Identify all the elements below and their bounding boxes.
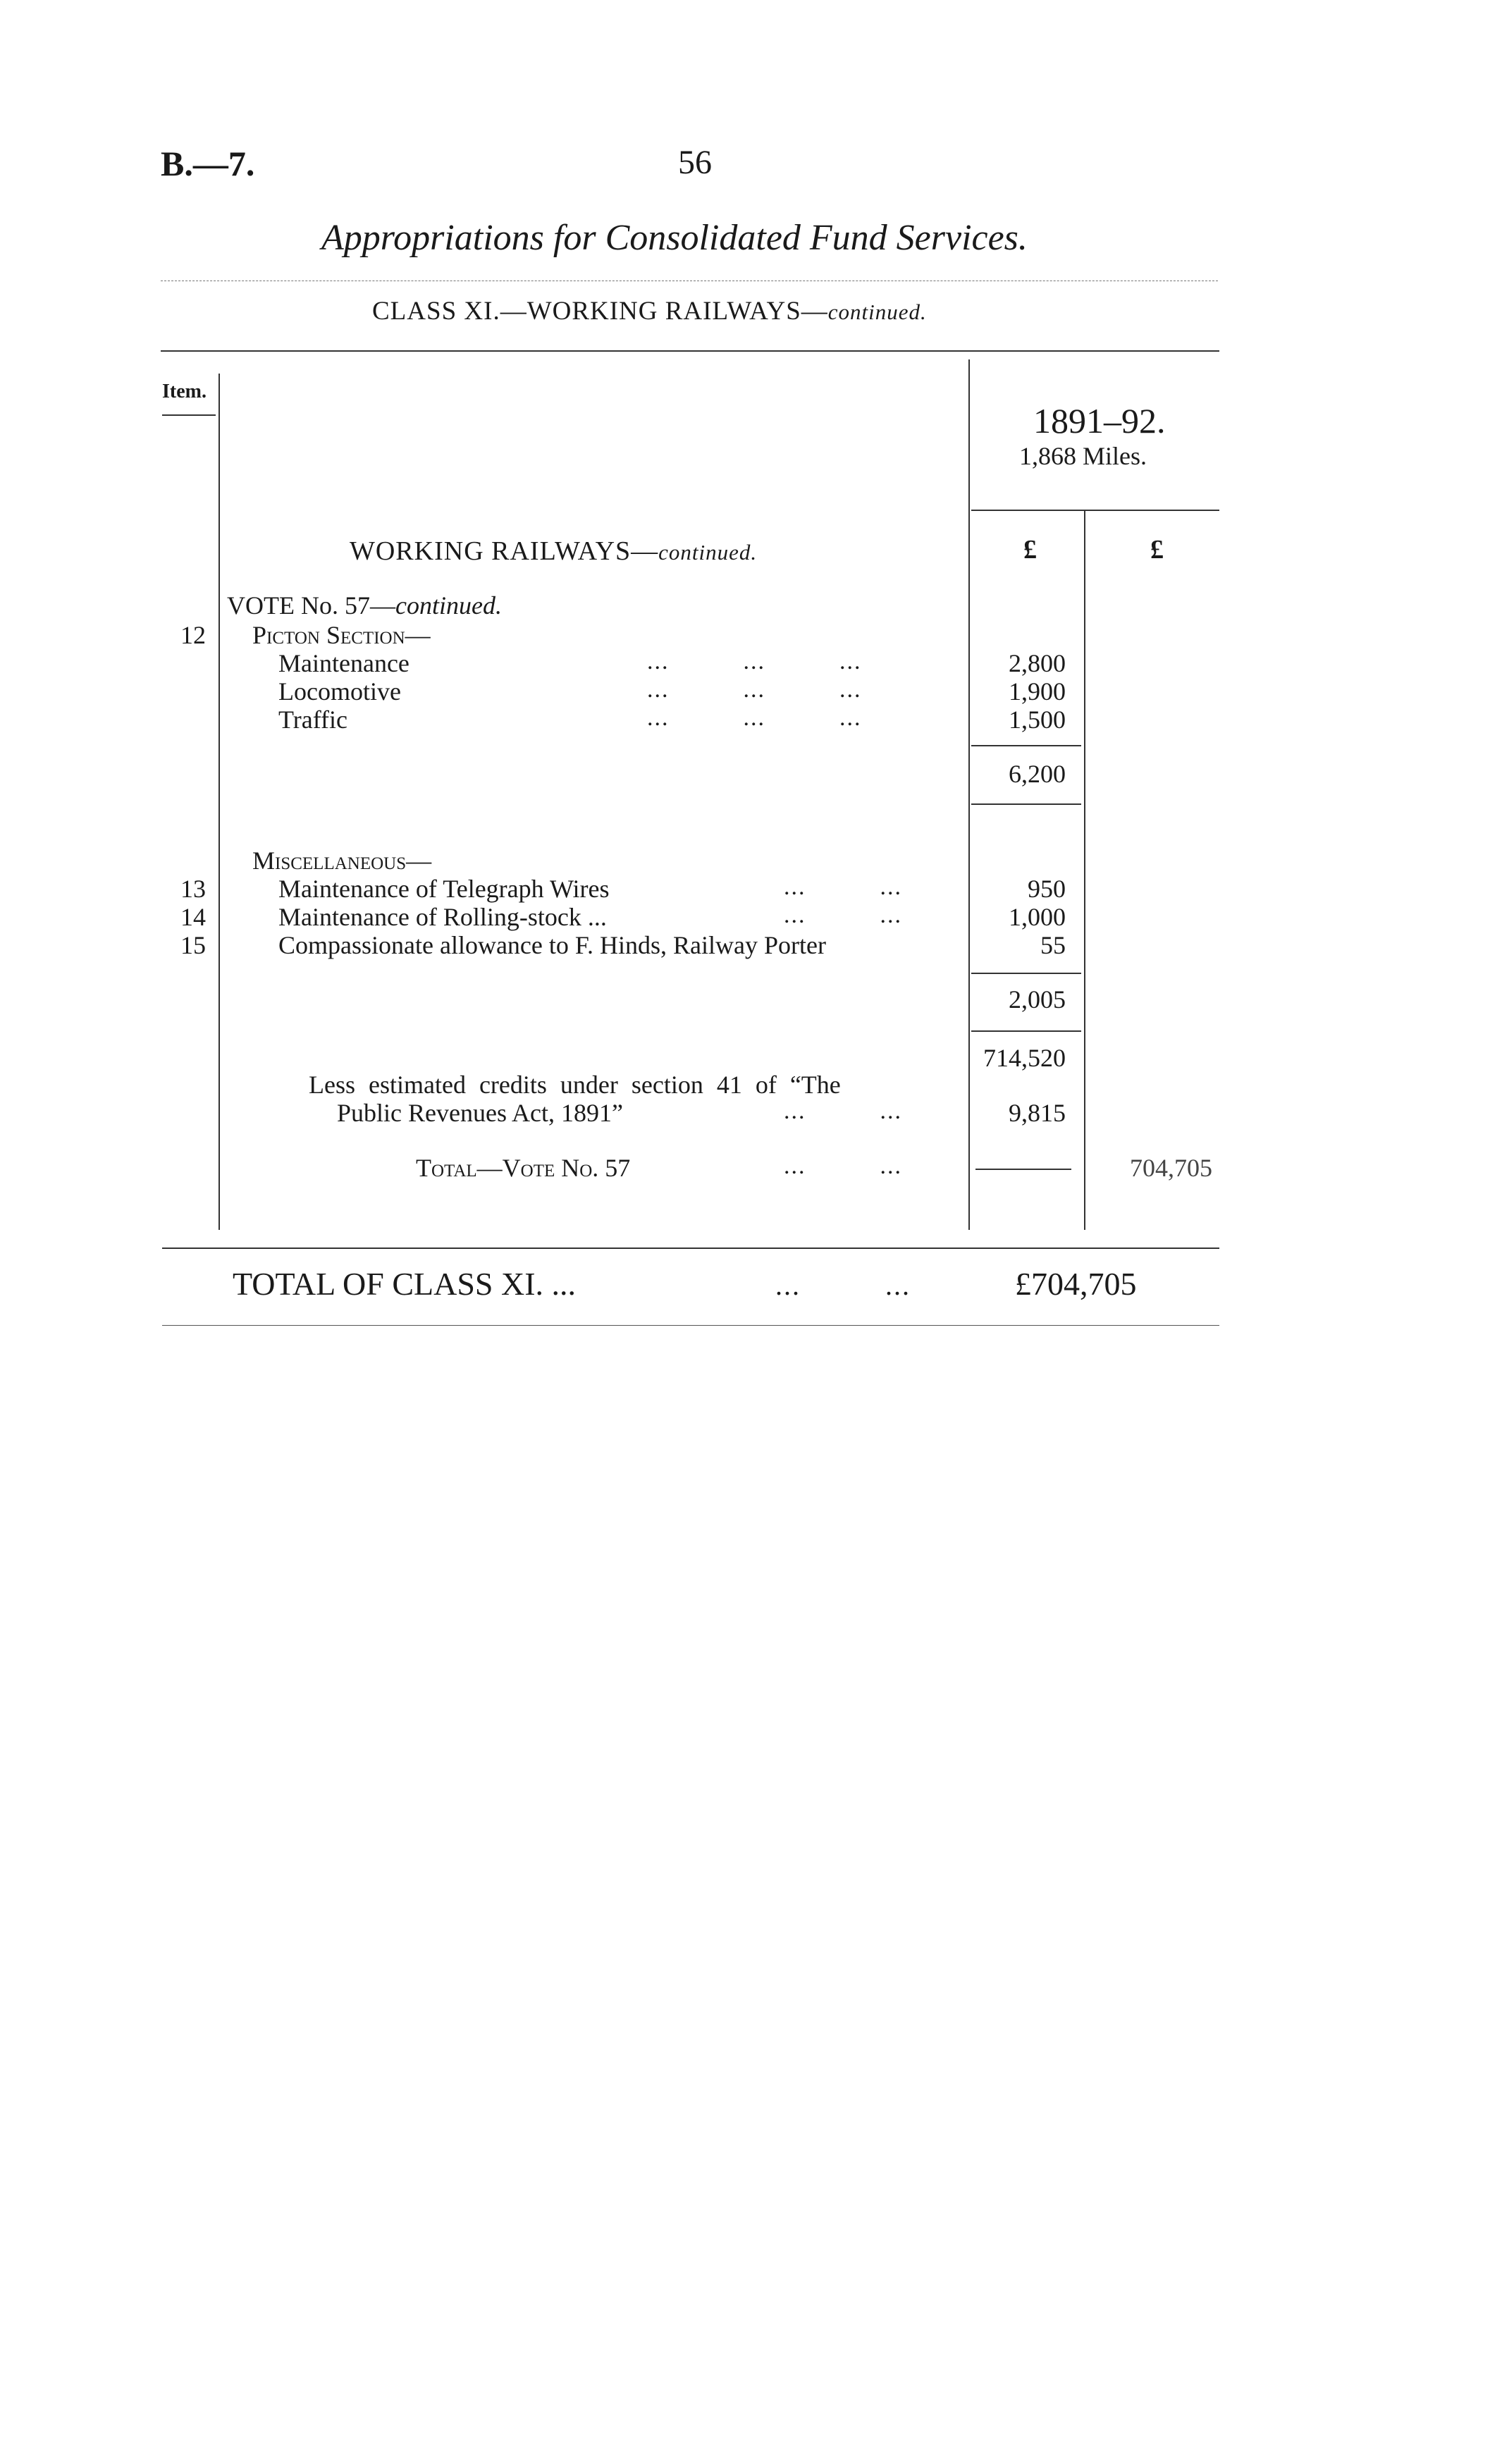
row-label: Maintenance [278,649,410,677]
class-total-label: TOTAL OF CLASS XI. ... [233,1266,577,1302]
document-reference: B.—7. [161,144,255,183]
leader-dots: ... ... [784,1098,902,1124]
item-header-rule [162,414,216,416]
subtotal-rule [971,973,1081,974]
credits-value: 9,815 [1009,1099,1066,1127]
total-vote-value: 704,705 [1130,1154,1212,1182]
row-value: 2,800 [1009,649,1066,677]
row-label: Locomotive [278,677,401,706]
misc-heading: Miscellaneous— [252,846,432,875]
row-value: 1,500 [1009,706,1066,734]
section-heading: WORKING RAILWAYS—continued. [350,536,758,566]
subtotal-rule [971,745,1081,746]
item-number: 12 [180,621,206,649]
leader-dots: ... ... ... [647,648,862,674]
currency-left: £ [1023,535,1037,565]
gross-total: 714,520 [983,1044,1066,1072]
row-value: 950 [1028,875,1066,903]
credits-line-2: Public Revenues Act, 1891” [337,1099,623,1127]
leader-dots: ... ... ... [647,705,862,731]
total-dash [975,1169,1071,1170]
currency-right: £ [1150,535,1164,565]
item-number: 14 [180,903,206,931]
row-label: Maintenance of Telegraph Wires [278,875,610,903]
subtotal-rule [971,803,1081,805]
row-value: 1,000 [1009,903,1066,931]
misc-subtotal: 2,005 [1009,985,1066,1014]
row-value: 1,900 [1009,677,1066,706]
item-number: 13 [180,875,206,903]
year-header: 1891–92. [1033,401,1166,441]
table-bottom-rule [162,1248,1219,1249]
leader-dots: ... ... ... [647,677,862,703]
item-column-header: Item. [162,381,207,402]
subtotal-rule [971,1030,1081,1032]
leader-dots: ... ... [784,1153,902,1179]
row-value: 55 [1040,931,1066,959]
page-title: Appropriations for Consolidated Fund Services. [321,218,1028,258]
row-label: Maintenance of Rolling-stock ... [278,903,607,931]
total-vote-label: Total—Vote No. 57 [416,1154,631,1182]
vote-label: VOTE No. 57—continued. [227,591,502,620]
picton-subtotal: 6,200 [1009,760,1066,788]
leader-dots: ... ... [784,874,902,900]
class-total-value: £704,705 [1015,1266,1137,1302]
row-label: Compassionate allowance to F. Hinds, Railway Porter [278,931,826,959]
picton-section-heading: Picton Section— [252,621,431,649]
row-label: Traffic [278,706,347,734]
table-top-rule [161,350,1219,352]
page-number: 56 [678,144,712,181]
leader-dots: ... ... [784,902,902,928]
item-column-divider [218,374,220,1230]
class-heading: CLASS XI.—WORKING RAILWAYS—continued. [372,297,927,326]
leader-dots: ... ... [775,1269,911,1301]
credits-line-1: Less estimated credits under section 41 of “The [309,1071,841,1099]
item-number: 15 [180,931,206,959]
miles-header: 1,868 Miles. [1019,442,1147,470]
footer-rule [162,1325,1219,1326]
year-header-rule [971,510,1219,511]
total-column-divider [1084,511,1085,1230]
